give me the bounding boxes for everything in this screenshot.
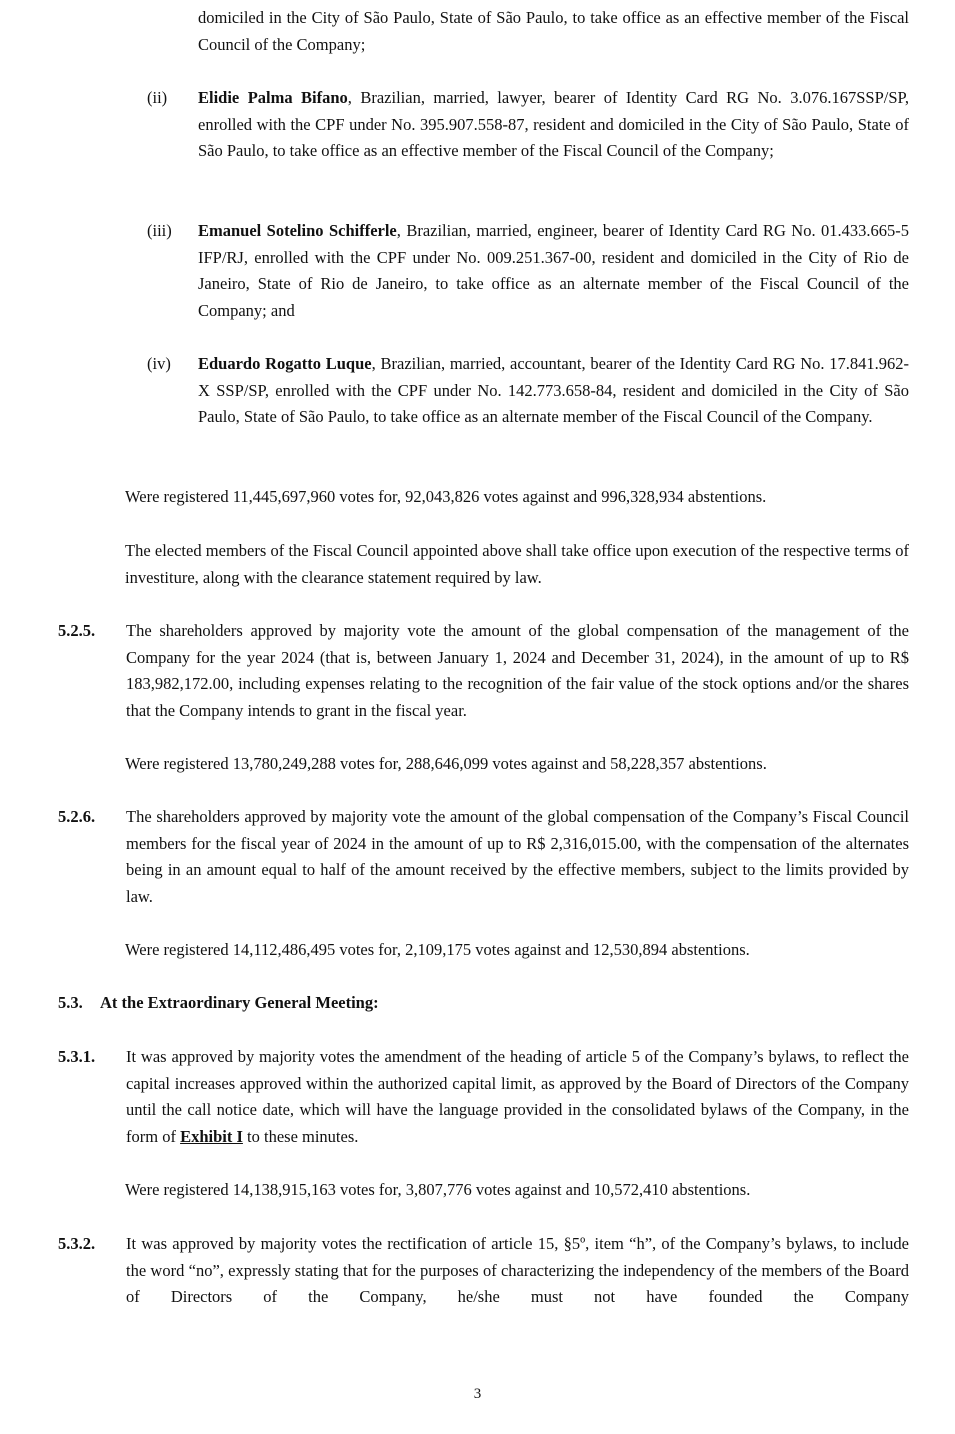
item-iii-body: , Brazilian, married, engineer, bearer of Identity Card RG No. 01.433.665-5 IFP/RJ, enrolled with the CPF under No. 009.251.367-00, resident and domiciled in the City of Rio de Janeiro, State of Rio de Janeiro, to take office as an alternate member of the Fiscal Council of the Company; and (198, 221, 909, 320)
section-526-number: 5.2.6. (58, 807, 96, 826)
section-525-votes: Were registered 13,780,249,288 votes for, 288,646,099 votes against and 58,228,357 abstentions. (125, 754, 767, 773)
item-iv-name: Eduardo Rogatto Luque (198, 354, 372, 373)
item-ii-marker: (ii) (147, 88, 168, 107)
item-iii-text (198, 218, 909, 324)
section-531-votes: Were registered 14,138,915,163 votes for, 3,807,776 votes against and 10,572,410 abstentions. (125, 1180, 751, 1199)
item-iv-body: , Brazilian, married, accountant, bearer of the Identity Card RG No. 17.841.962-X SSP/SP, enrolled with the CPF under No. 142.773.658-84, resident and domiciled in the City of São Paulo, State of São Paulo, to take office as an alternate member of the Fiscal Council of the Company. (198, 354, 910, 427)
section-526-text: The shareholders approved by majority vote the amount of the global compensation of the Company’s Fiscal Council members for the fiscal year of 2024 in the amount of up to R$ 2,316,015.00, with the compensation of the alternates being in an amount equal to half of the amount received by the effective members, subject to the limits provided by law. (126, 807, 909, 906)
item-iii-marker: (iii) (147, 221, 172, 240)
item-iv-marker: (iv) (147, 354, 171, 373)
fiscal-council-note: The elected members of the Fiscal Council appointed above shall take office upon execution of the respective terms of investiture, along with the clearance statement required by law. (125, 541, 909, 587)
section-531-text-before: It was approved by majority votes the amendment of the heading of article 5 of the Company’s bylaws, to reflect the capital increases approved within the authorized capital limit, as approved by the Board of Directors of the Company until the call notice date, which will have the language provided in the consolidated bylaws of the Company, in the form of (126, 1047, 909, 1146)
section-53-heading (58, 990, 379, 1017)
section-531-text (126, 1044, 909, 1150)
item-iv-text (198, 351, 909, 431)
item-ii-text (198, 85, 909, 165)
exhibit-i-link[interactable]: Exhibit I (180, 1126, 243, 1146)
item-iii-name: Emanuel Sotelino Schifferle (198, 221, 397, 240)
fiscal-council-votes: Were registered 11,445,697,960 votes for, 92,043,826 votes against and 996,328,934 abstentions. (125, 487, 767, 506)
section-53-title: At the Extraordinary General Meeting: (100, 993, 379, 1012)
section-53-number: 5.3. (58, 993, 83, 1012)
section-531-number: 5.3.1. (58, 1047, 96, 1066)
item-i-continuation: domiciled in the City of São Paulo, State of São Paulo, to take office as an effective member of the Fiscal Council of the Company; (198, 8, 909, 54)
section-526-votes: Were registered 14,112,486,495 votes for, 2,109,175 votes against and 12,530,894 abstentions. (125, 940, 750, 959)
page-number: 3 (473, 1386, 482, 1402)
item-ii-body: , Brazilian, married, lawyer, bearer of Identity Card RG No. 3.076.167SSP/SP, enrolled with the CPF under No. 395.907.558-87, resident and domiciled in the City of São Paulo, State of São Paulo, to take office as an effective member of the Fiscal Council of the Company; (198, 88, 909, 161)
section-532-text: It was approved by majority votes the rectification of article 15, §5º, item “h”, of the Company’s bylaws, to include the word “no”, expressly stating that for the purposes of characterizing the independency of the members of the Board of Directors of the Company, he/she must not have founded the Company (126, 1234, 909, 1307)
section-525-text: The shareholders approved by majority vote the amount of the global compensation of the management of the Company for the year 2024 (that is, between January 1, 2024 and December 31, 2024), in the amount of up to R$ 183,982,172.00, including expenses relating to the recognition of the fair value of the stock options and/or the shares that the Company intends to grant in the fiscal year. (126, 621, 909, 720)
section-532-number: 5.3.2. (58, 1234, 96, 1253)
section-525-number: 5.2.5. (58, 621, 96, 640)
section-531-text-after: to these minutes. (242, 1126, 359, 1146)
item-ii-name: Elidie Palma Bifano (198, 88, 348, 107)
